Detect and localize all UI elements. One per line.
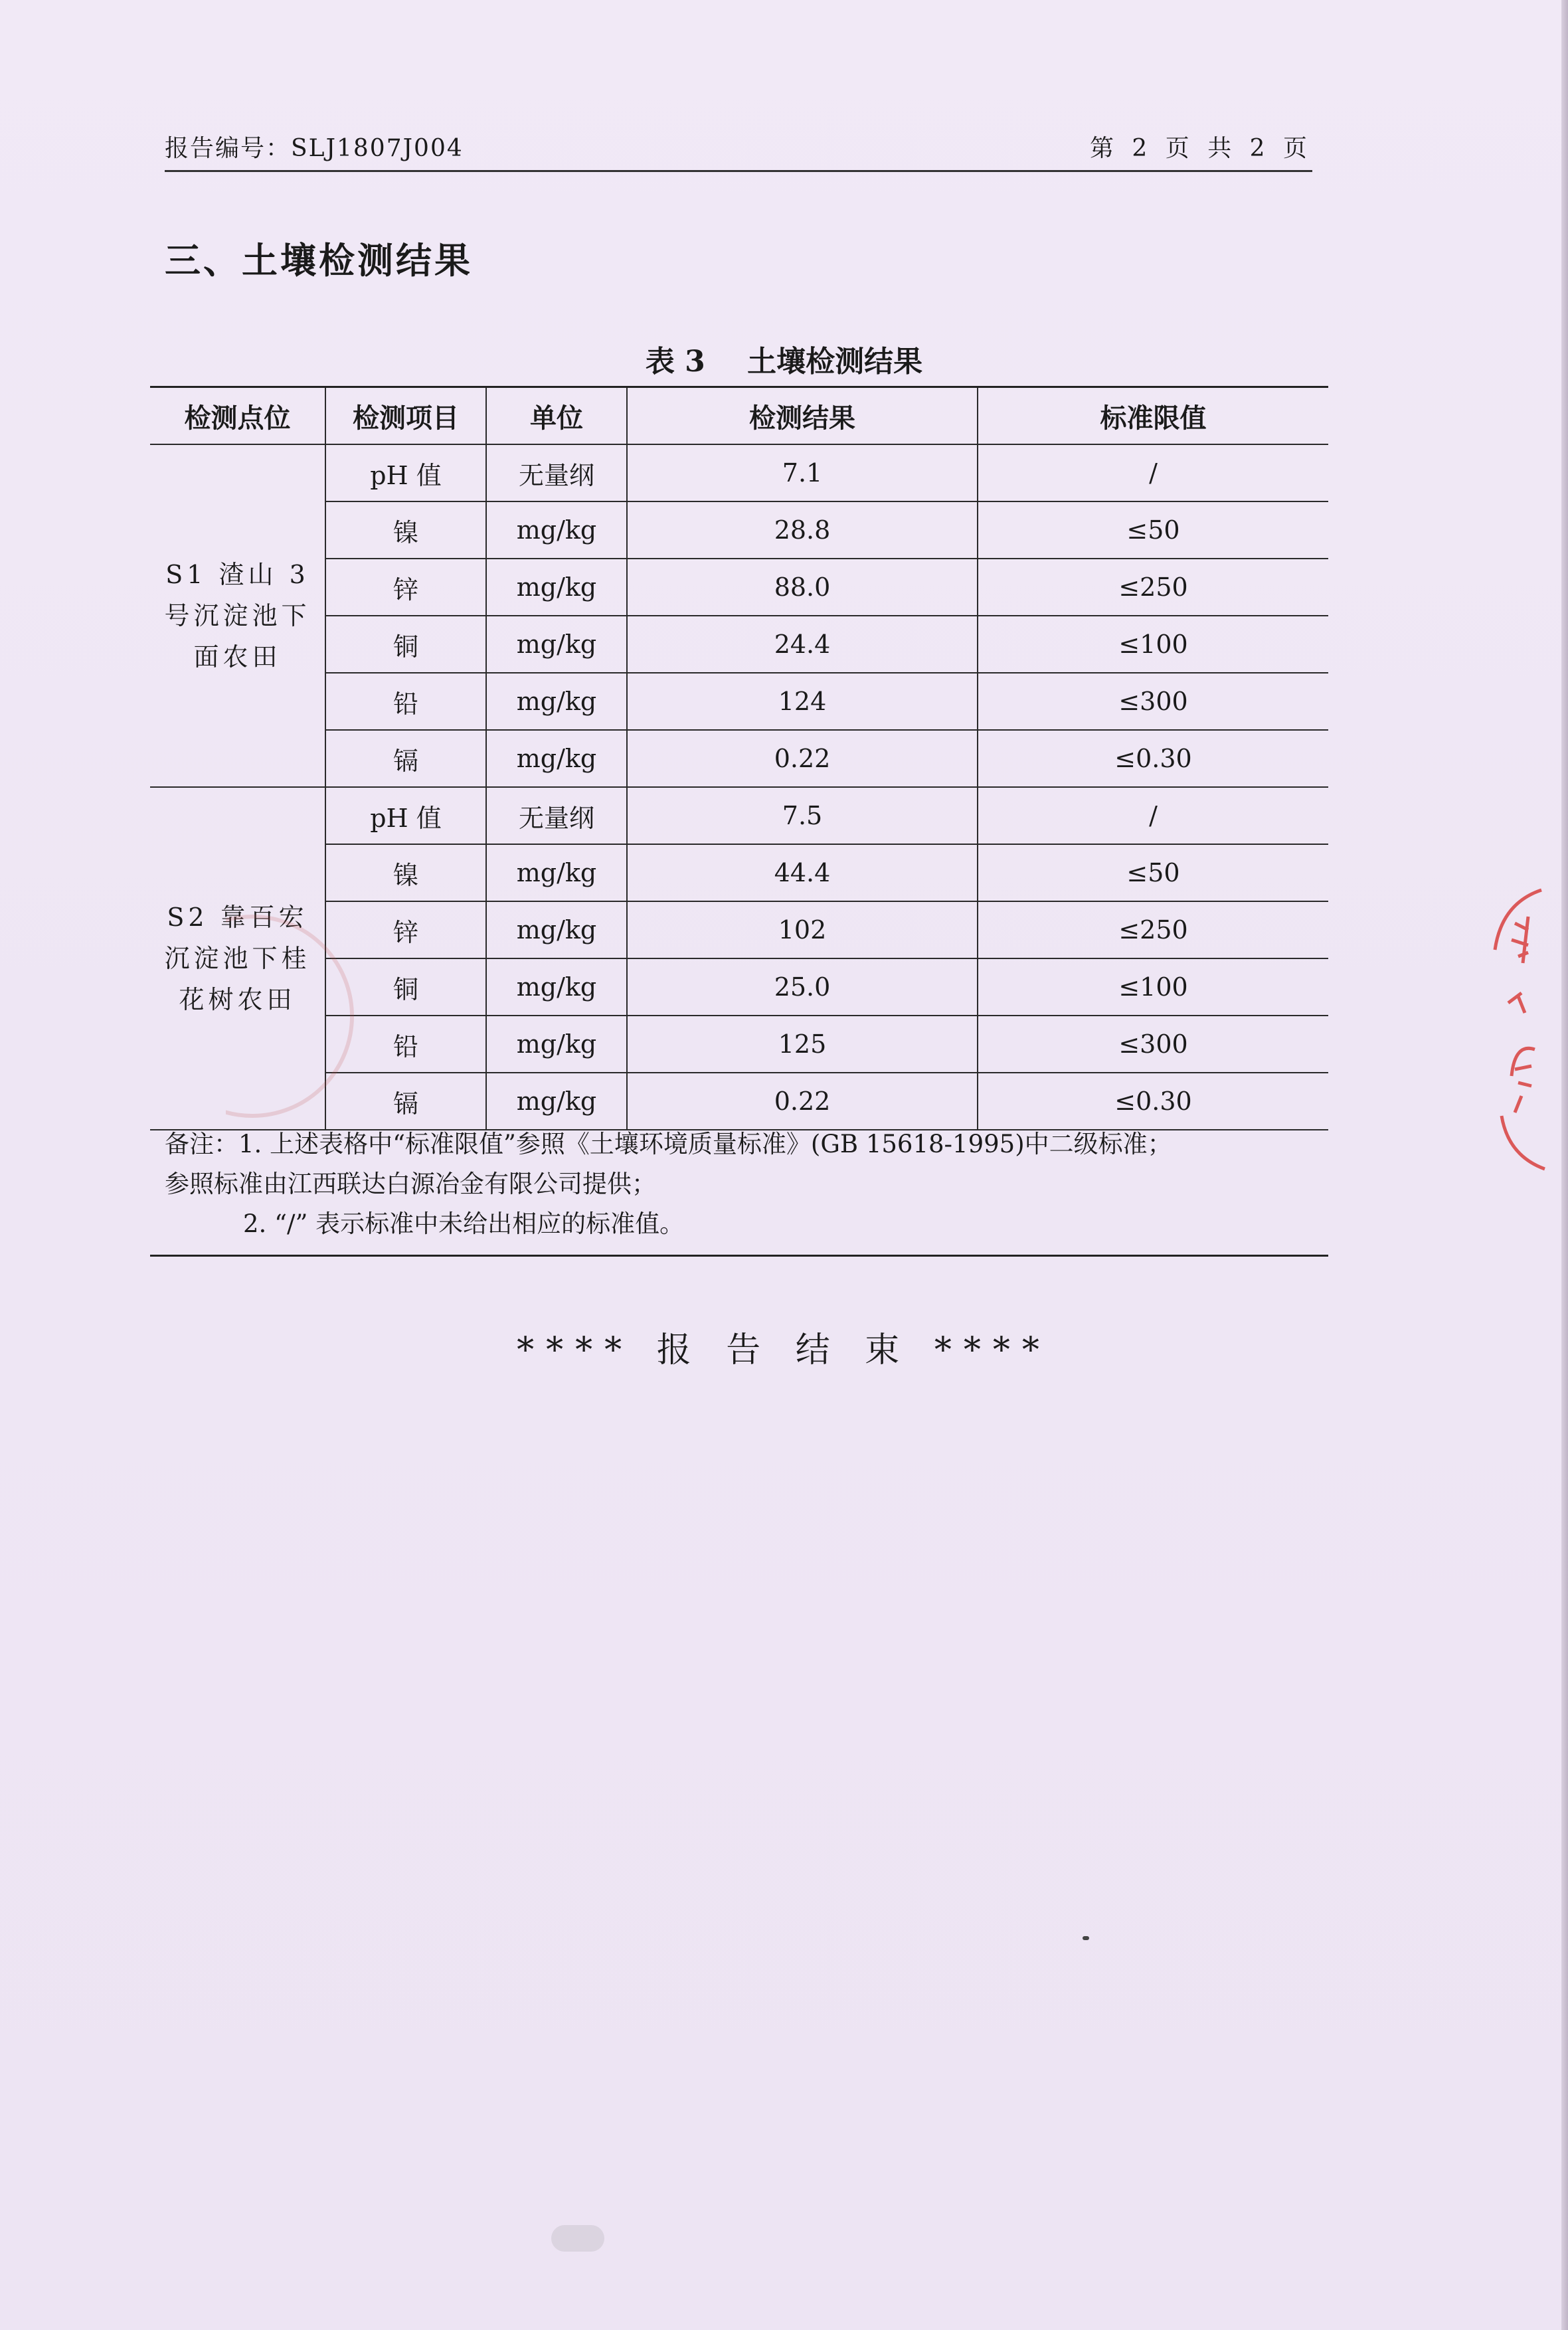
limit-cell: / (978, 444, 1328, 501)
table-row (150, 559, 1328, 616)
note-line-3: 2. “/” 表示标准中未给出相应的标准值。 (243, 1210, 685, 1238)
result-cell: 7.1 (627, 444, 978, 501)
table-row (150, 444, 1328, 501)
site-text: 面农田 (193, 642, 282, 672)
limit-cell: ≤50 (978, 501, 1328, 559)
table-number: 表 3 (645, 345, 705, 379)
result-cell: 0.22 (627, 730, 978, 787)
table-row (150, 844, 1328, 901)
item-cell: pH 值 (325, 787, 486, 844)
report-end-mark: **** 报 告 结 束 **** (517, 1330, 1051, 1370)
unit-cell: mg/kg (486, 673, 627, 730)
item-cell: 锌 (325, 559, 486, 616)
result-cell: 0.22 (627, 1073, 978, 1130)
result-cell: 125 (627, 1016, 978, 1073)
result-cell: 28.8 (627, 501, 978, 559)
item-cell: 镉 (325, 730, 486, 787)
item-cell: 锌 (325, 901, 486, 958)
header-unit: 单位 (486, 387, 627, 445)
header-result: 检测结果 (627, 387, 978, 445)
limit-cell: / (978, 787, 1328, 844)
table-row (150, 787, 1328, 844)
site-cell-s1 (150, 444, 325, 787)
item-cell: 铜 (325, 616, 486, 673)
ink-dot (1083, 1936, 1089, 1940)
limit-cell: ≤50 (978, 844, 1328, 901)
site-text: S2 靠百宏 (167, 903, 308, 932)
item-cell: 铜 (325, 958, 486, 1016)
section-title: 三、土壤检测结果 (165, 239, 473, 282)
unit-cell: mg/kg (486, 958, 627, 1016)
limit-cell: ≤300 (978, 1016, 1328, 1073)
limit-cell: ≤0.30 (978, 1073, 1328, 1130)
unit-cell: mg/kg (486, 901, 627, 958)
unit-cell: 无量纲 (486, 444, 627, 501)
report-number: 报告编号：SLJ1807J004 (165, 135, 464, 162)
item-cell: 镉 (325, 1073, 486, 1130)
site-text: S1 渣山 3 (165, 560, 309, 589)
header-limit: 标准限值 (978, 387, 1328, 445)
unit-cell: mg/kg (486, 1073, 627, 1130)
unit-cell: mg/kg (486, 1016, 627, 1073)
unit-cell: mg/kg (486, 844, 627, 901)
unit-cell: mg/kg (486, 501, 627, 559)
limit-cell: ≤300 (978, 673, 1328, 730)
limit-cell: ≤100 (978, 616, 1328, 673)
result-cell: 88.0 (627, 559, 978, 616)
result-cell: 24.4 (627, 616, 978, 673)
item-cell: pH 值 (325, 444, 486, 501)
unit-cell: 无量纲 (486, 787, 627, 844)
page-header (165, 130, 1312, 172)
unit-cell: mg/kg (486, 616, 627, 673)
faint-seal-icon (226, 910, 372, 1122)
note-line-2: 参照标准由江西联达白源冶金有限公司提供； (165, 1170, 656, 1198)
item-cell: 铅 (325, 1016, 486, 1073)
result-cell: 7.5 (627, 787, 978, 844)
header-site: 检测点位 (150, 387, 325, 445)
site-text: 花树农田 (179, 985, 296, 1014)
result-cell: 44.4 (627, 844, 978, 901)
item-cell: 镍 (325, 844, 486, 901)
table-row (150, 730, 1328, 787)
limit-cell: ≤0.30 (978, 730, 1328, 787)
note-line-1: 备注：1. 上述表格中“标准限值”参照《土壤环境质量标准》(GB 15618-1995)中二级标准； (165, 1130, 1172, 1158)
header-item: 检测项目 (325, 387, 486, 445)
site-text: 沉淀池下桂 (164, 944, 311, 973)
limit-cell: ≤250 (978, 559, 1328, 616)
page-number: 第 2 页 共 2 页 (1089, 135, 1312, 162)
unit-cell: mg/kg (486, 730, 627, 787)
table-header-row (150, 387, 1328, 445)
table-row (150, 501, 1328, 559)
faint-smudge (551, 2225, 604, 2252)
limit-cell: ≤100 (978, 958, 1328, 1016)
item-cell: 铅 (325, 673, 486, 730)
unit-cell: mg/kg (486, 559, 627, 616)
result-cell: 102 (627, 901, 978, 958)
seal-stamp-icon (1488, 877, 1548, 1196)
table-title: 土壤检测结果 (747, 345, 923, 379)
result-cell: 25.0 (627, 958, 978, 1016)
table-row (150, 616, 1328, 673)
result-cell: 124 (627, 673, 978, 730)
item-cell: 镍 (325, 501, 486, 559)
limit-cell: ≤250 (978, 901, 1328, 958)
page-edge (1561, 0, 1568, 2330)
table-caption (0, 337, 1568, 380)
site-text: 号沉淀池下 (164, 601, 311, 630)
table-row (150, 673, 1328, 730)
table-notes (150, 1124, 1328, 1257)
